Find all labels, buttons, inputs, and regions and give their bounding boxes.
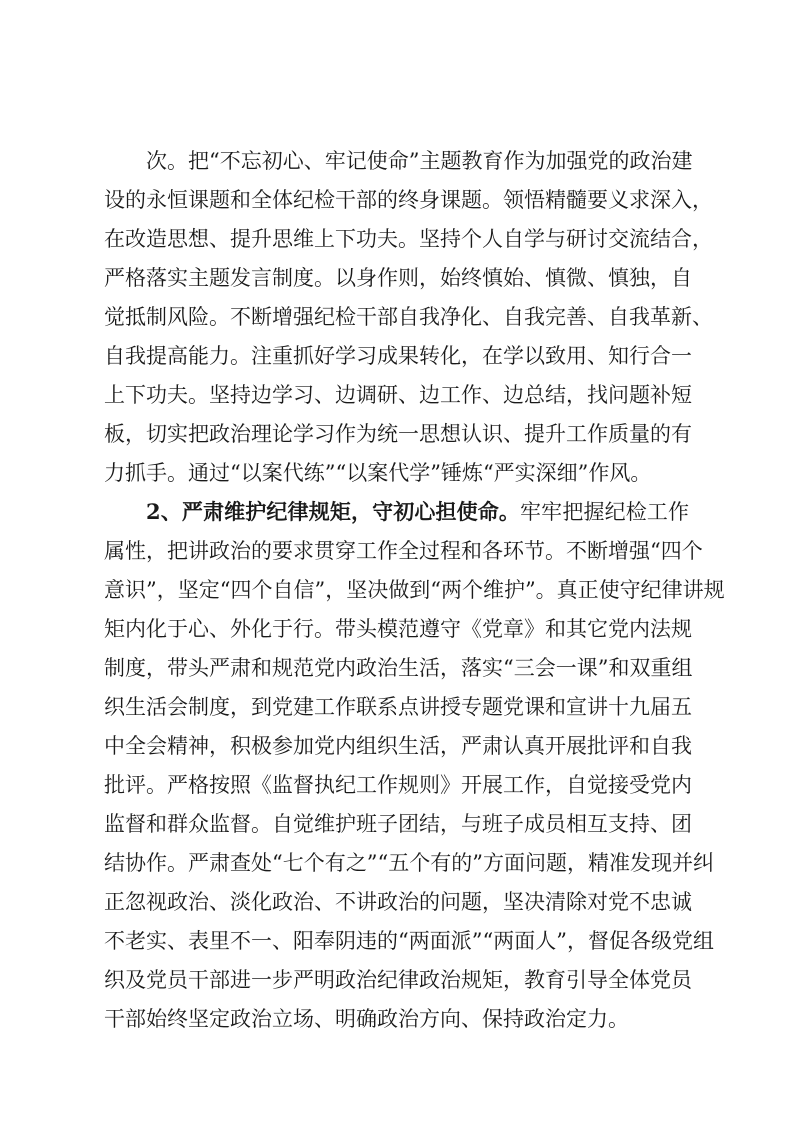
paragraph-line: 严格落实主题发言制度。以身作则，始终慎始、慎微、慎独，自 bbox=[104, 266, 692, 290]
paragraph-line: 设的永恒课题和全体纪检干部的终身课题。领悟精髓要义求深入， bbox=[104, 188, 713, 212]
paragraph-line: 力抓手。通过“以案代练”“以案代学”锤炼“严实深细”作风。 bbox=[104, 461, 652, 485]
paragraph-line: 矩内化于心、外化于行。带头模范遵守《党章》和其它党内法规 bbox=[104, 617, 692, 641]
section-heading: 2、严肃维护纪律规矩，守初心担使命。 bbox=[146, 499, 521, 524]
paragraph-line: 上下功夫。坚持边学习、边调研、边工作、边总结，找问题补短 bbox=[104, 383, 692, 407]
paragraph-text: 牢牢把握纪检工作 bbox=[520, 500, 689, 524]
paragraph-line: 属性，把讲政治的要求贯穿工作全过程和各环节。不断增强“四个 bbox=[104, 539, 703, 563]
paragraph-line: 织及党员干部进一步严明政治纪律政治规矩，教育引导全体党员 bbox=[104, 968, 692, 992]
paragraph-line: 不老实、表里不一、阳奉阴违的“两面派”“两面人”，督促各级党组 bbox=[104, 929, 714, 953]
paragraph-line: 正忽视政治、淡化政治、不讲政治的问题，坚决清除对党不忠诚 bbox=[104, 890, 692, 914]
paragraph-line: 监督和群众监督。自觉维护班子团结，与班子成员相互支持、团 bbox=[104, 812, 692, 836]
section-heading-line bbox=[146, 494, 689, 530]
paragraph-line: 结协作。严肃查处“七个有之”“五个有的”方面问题，精准发现并纠 bbox=[104, 851, 714, 875]
paragraph-line: 批评。严格按照《监督执纪工作规则》开展工作，自觉接受党内 bbox=[104, 773, 692, 797]
paragraph-line: 板，切实把政治理论学习作为统一思想认识、提升工作质量的有 bbox=[104, 422, 692, 446]
paragraph-line: 中全会精神，积极参加党内组织生活，严肃认真开展批评和自我 bbox=[104, 734, 692, 758]
paragraph-line: 意识”，坚定“四个自信”，坚决做到“两个维护”。真正使守纪律讲规 bbox=[104, 578, 725, 602]
paragraph-line: 制度，带头严肃和规范党内政治生活，落实“三会一课”和双重组 bbox=[104, 656, 693, 680]
paragraph-line: 次。把“不忘初心、牢记使命”主题教育作为加强党的政治建 bbox=[146, 149, 693, 173]
paragraph-line: 在改造思想、提升思维上下功夫。坚持个人自学与研讨交流结合， bbox=[104, 227, 713, 251]
paragraph-line: 织生活会制度，到党建工作联系点讲授专题党课和宣讲十九届五 bbox=[104, 695, 692, 719]
paragraph-line: 自我提高能力。注重抓好学习成果转化，在学以致用、知行合一 bbox=[104, 344, 692, 368]
paragraph-line: 干部始终坚定政治立场、明确政治方向、保持政治定力。 bbox=[104, 1007, 629, 1031]
paragraph-line: 觉抵制风险。不断增强纪检干部自我净化、自我完善、自我革新、 bbox=[104, 305, 713, 329]
